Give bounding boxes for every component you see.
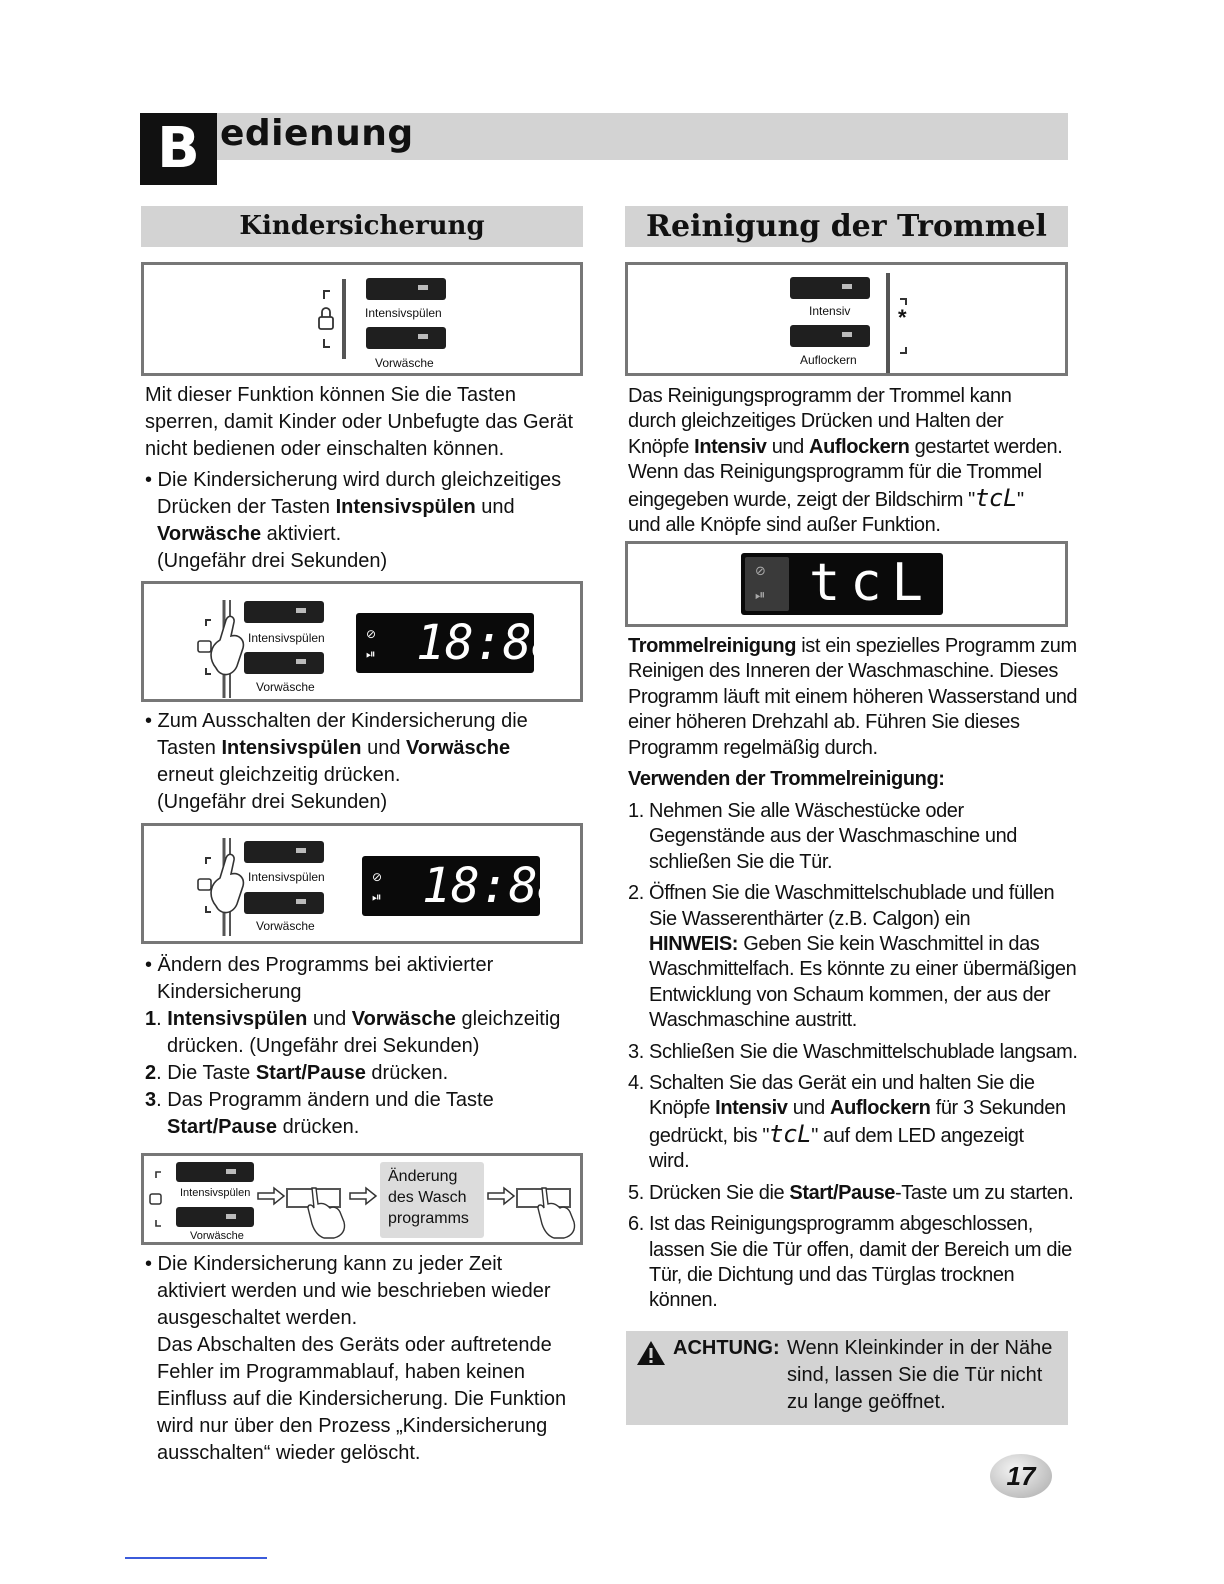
text-line: • Die Kindersicherung kann zu jeder Zeit — [145, 1253, 503, 1275]
lcd-digits: tcL — [809, 553, 933, 613]
text-line: Reinigen des Inneren der Waschmaschine. Dieses — [628, 660, 1058, 683]
lcd-digits: 18:88 — [422, 858, 567, 914]
lock-icon — [148, 1164, 178, 1236]
activate-instructions — [145, 467, 585, 575]
pointing-hand-icon — [536, 1184, 582, 1240]
step-5: 5. Drücken Sie die Start/Pause-Taste um zu starten. — [628, 1181, 1074, 1204]
text-line: Knöpfe Intensiv und Auflockern für 3 Sekunden — [649, 1097, 1066, 1120]
intensive-rinse-label: Intensivspülen — [180, 1187, 251, 1199]
text-line: schließen Sie die Tür. — [649, 850, 833, 873]
text-line: • Ändern des Programms bei aktivierter — [145, 954, 494, 976]
text-line: Gegenstände aus der Waschmaschine und — [649, 825, 1018, 848]
text-line: Das Abschalten des Geräts oder auftretende — [157, 1334, 552, 1356]
text-line: Start/Pause drücken. — [167, 1116, 360, 1138]
child-lock-notes — [145, 1251, 585, 1467]
text-line: durch gleichzeitiges Drücken und Halten der — [628, 410, 1004, 433]
text-line: • Die Kindersicherung wird durch gleichzeitiges — [145, 469, 562, 491]
loosen-label: Auflockern — [800, 353, 857, 367]
text-line: Wenn das Reinigungsprogramm für die Trommel — [628, 461, 1042, 484]
text-line: Tasten Intensivspülen und Vorwäsche — [157, 737, 511, 759]
intro-line: sperren, damit Kinder oder Unbefugte das Gerät — [145, 411, 574, 433]
prewash-button — [366, 327, 446, 349]
text-line: einer höheren Drehzahl ab. Führen Sie dieses — [628, 711, 1020, 734]
text-line: ausgeschaltet werden. — [157, 1307, 358, 1329]
start-pause-indicator-icon: ⏯ — [366, 647, 376, 661]
prewash-label: Vorwäsche — [256, 919, 315, 933]
step-4: 4. Schalten Sie das Gerät ein und halten Sie die — [628, 1072, 1035, 1095]
change-program-instructions — [145, 952, 585, 1141]
text-line: Einfluss auf die Kindersicherung. Die Funktion — [157, 1388, 567, 1410]
child-lock-intro — [145, 382, 585, 463]
tcl-display-figure — [625, 541, 1068, 627]
loosen-button — [790, 325, 870, 347]
arrow-right-icon — [256, 1186, 286, 1206]
prewash-label: Vorwäsche — [256, 680, 315, 694]
intensive-rinse-label: Intensivspülen — [248, 631, 325, 645]
drum-clean-steps — [628, 799, 1080, 1314]
step-6: 6. Ist das Reinigungsprogramm abgeschlossen, — [628, 1213, 1033, 1236]
text-line: Programm läuft mit einem höheren Wasserstand und — [628, 685, 1078, 708]
text-line: können. — [649, 1289, 718, 1312]
intensive-rinse-label: Intensivspülen — [365, 306, 442, 320]
deactivate-figure — [141, 823, 583, 944]
lock-indicator-icon: ⊘ — [372, 870, 383, 884]
intensive-rinse-button — [366, 278, 446, 300]
intensive-rinse-button — [176, 1162, 254, 1182]
text-line: eingegeben wurde, zeigt der Bildschirm "tcL" — [628, 483, 1024, 512]
lcd-display — [356, 613, 561, 673]
text-line: Drücken der Tasten Intensivspülen und — [157, 496, 515, 518]
text-line: wird nur über den Prozess „Kindersicherung — [157, 1415, 548, 1437]
step-1: 1. Intensivspülen und Vorwäsche gleichzeitig — [145, 1008, 561, 1030]
text-line: Fehler im Programmablauf, haben keinen — [157, 1361, 525, 1383]
drum-clean-panel-figure — [625, 262, 1068, 376]
step-2: 2. Öffnen Sie die Waschmittelschublade und füllen — [628, 882, 1055, 905]
text-line: Kindersicherung — [157, 981, 302, 1003]
note-line: HINWEIS: Geben Sie kein Waschmittel in das — [649, 933, 1040, 956]
text-line: Waschmittelfach. Es könnte zu einer übermäßigen — [649, 958, 1077, 981]
prewash-button — [244, 652, 324, 674]
step-3: 3. Das Programm ändern und die Taste — [145, 1089, 494, 1111]
step-1: 1. Nehmen Sie alle Wäschestücke oder — [628, 800, 964, 822]
child-lock-panel-figure — [141, 262, 583, 376]
text-line: ausschalten“ wieder gelöscht. — [157, 1442, 421, 1464]
text-line: Knöpfe Intensiv und Auflockern gestartet werden. — [628, 435, 1063, 458]
intensive-rinse-button — [244, 601, 324, 623]
start-pause-indicator-icon: ⏯ — [372, 890, 382, 904]
text-line: wird. — [649, 1150, 690, 1173]
prewash-button — [176, 1207, 254, 1227]
activate-figure — [141, 581, 583, 702]
deactivate-instructions — [145, 708, 585, 816]
text-line: Das Reinigungsprogramm der Trommel kann — [628, 385, 1012, 407]
intensive-rinse-label: Intensivspülen — [248, 870, 325, 884]
note-line: programms — [388, 1210, 469, 1227]
text-line: Entwicklung von Schaum kommen, der aus der — [649, 983, 1051, 1006]
start-pause-indicator-icon: ⏯ — [755, 587, 766, 602]
text-line: Tür, die Dichtung und das Türglas trocknen — [649, 1263, 1015, 1286]
text-line: erneut gleichzeitig drücken. — [157, 764, 401, 786]
warning-box — [626, 1331, 1068, 1425]
use-heading: Verwenden der Trommelreinigung: — [628, 768, 945, 790]
text-line: (Ungefähr drei Sekunden) — [157, 791, 388, 813]
text-line: • Zum Ausschalten der Kindersicherung die — [145, 710, 528, 732]
text-line: Trommelreinigung ist ein spezielles Programm zum — [628, 635, 1077, 657]
text-line: zu lange geöffnet. — [787, 1391, 946, 1413]
section-title-trommel: Reinigung der Trommel — [625, 206, 1068, 247]
step-2: 2. Die Taste Start/Pause drücken. — [145, 1062, 449, 1084]
step-3: 3. Schließen Sie die Waschmittelschublade langsam. — [628, 1040, 1078, 1063]
change-program-figure — [141, 1153, 583, 1245]
text-line: lassen Sie die Tür offen, damit der Bereich um die — [649, 1238, 1072, 1261]
text-line: Sie Wasserenthärter (z.B. Calgon) ein — [649, 907, 971, 930]
drum-clean-star-icon: * — [898, 305, 907, 330]
arrow-right-icon — [348, 1186, 378, 1206]
change-program-note — [380, 1162, 484, 1238]
page-title: edienung — [220, 113, 414, 154]
intro-line: nicht bedienen oder einschalten können. — [145, 438, 505, 460]
intensive-button — [790, 277, 870, 299]
text-line: drücken. (Ungefähr drei Sekunden) — [167, 1035, 480, 1057]
text-line: Wenn Kleinkinder in der Nähe — [787, 1337, 1053, 1359]
lock-icon — [314, 279, 354, 359]
warning-icon — [636, 1339, 666, 1367]
text-line: Vorwäsche aktiviert. — [157, 523, 342, 545]
prewash-label: Vorwäsche — [190, 1230, 244, 1242]
lock-indicator-icon: ⊘ — [755, 563, 766, 578]
section-title-kindersicherung: Kindersicherung — [141, 206, 583, 247]
drum-clean-description — [628, 634, 1080, 761]
footer-line — [125, 1557, 267, 1559]
note-line: des Wasch — [388, 1189, 467, 1206]
text-line: (Ungefähr drei Sekunden) — [157, 550, 388, 572]
header-initial: B — [140, 113, 217, 185]
arrow-right-icon — [486, 1186, 516, 1206]
text-line: gedrückt, bis "tcL" auf dem LED angezeigt — [649, 1119, 1024, 1148]
text-line: aktiviert werden und wie beschrieben wieder — [157, 1280, 551, 1302]
lock-indicator-icon: ⊘ — [366, 627, 377, 641]
text-line: sind, lassen Sie die Tür nicht — [787, 1364, 1043, 1386]
warning-label: ACHTUNG: — [673, 1337, 780, 1359]
lcd-digits: 18:88 — [416, 615, 561, 671]
prewash-button — [244, 892, 324, 914]
text-line: Waschmaschine austritt. — [649, 1009, 857, 1032]
warning-text — [787, 1335, 1052, 1416]
text-line: und alle Knöpfe sind außer Funktion. — [628, 514, 941, 537]
intro-line: Mit dieser Funktion können Sie die Tasten — [145, 384, 516, 406]
page-number: 17 — [990, 1454, 1052, 1498]
prewash-label: Vorwäsche — [375, 356, 434, 370]
drum-clean-intro — [628, 384, 1080, 538]
lcd-display — [741, 553, 943, 615]
note-line: Änderung — [388, 1168, 458, 1185]
text-line: Programm regelmäßig durch. — [628, 736, 878, 759]
intensive-rinse-button — [244, 841, 324, 863]
lcd-display — [362, 856, 567, 916]
intensive-label: Intensiv — [809, 304, 851, 318]
